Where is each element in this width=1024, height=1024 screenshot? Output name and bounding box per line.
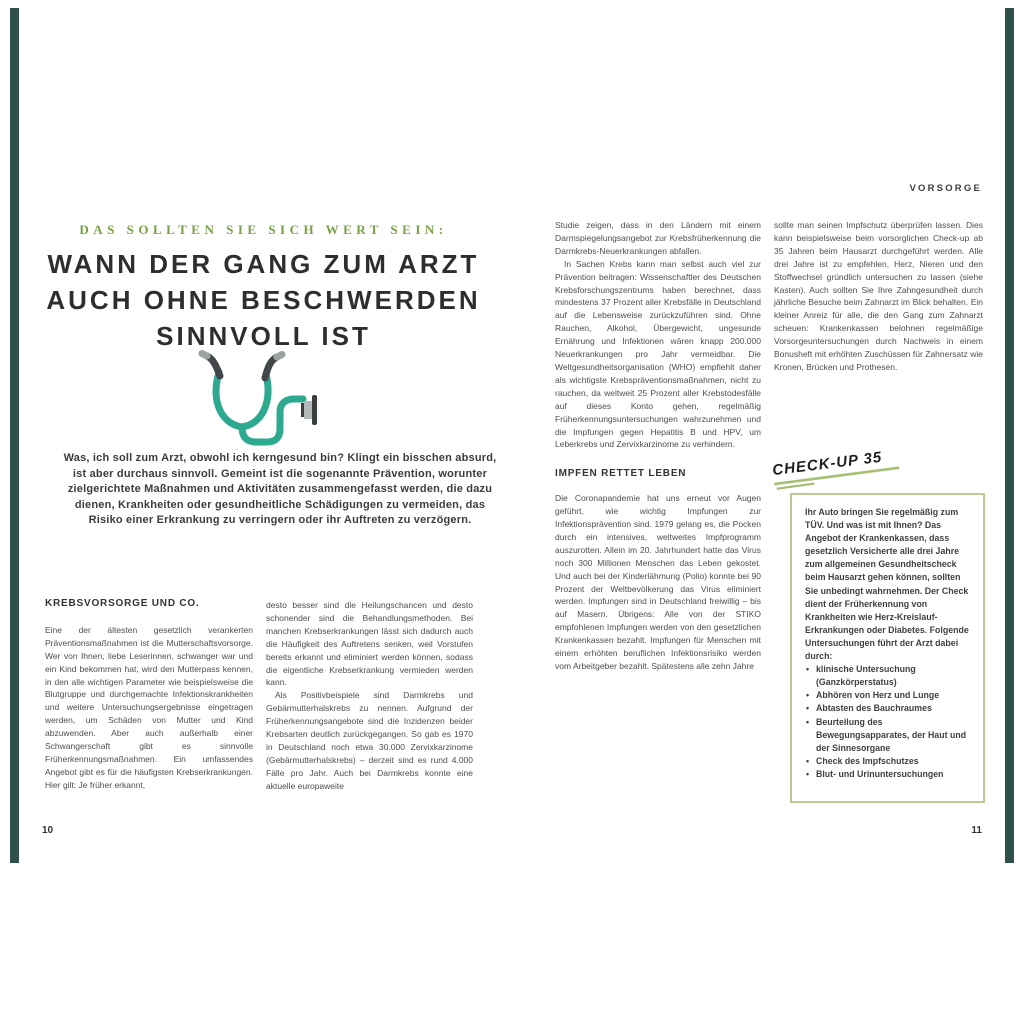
list-item: • Abtasten des Bauchraumes xyxy=(805,702,973,715)
kicker: DAS SOLLTEN SIE SICH WERT SEIN: xyxy=(79,222,448,237)
left-page-column-2 xyxy=(266,599,473,793)
article-title-line-1: WANN DER GANG ZUM ARZT xyxy=(47,249,480,279)
article-title xyxy=(30,246,497,354)
list-item: • Beurteilung des Bewegungsapparates, der Haut und der Sinnesorgane xyxy=(805,716,973,755)
list-item: • Blut- und Urinuntersuchungen xyxy=(805,768,973,781)
body-paragraph: Die Coronapandemie hat uns erneut vor Augen geführt, wie wichtig Impfungen zur Infektionsprävention sind. 1979 gelang es, die Pocken durch ein intensives, weltweites Impfprogramm auszurotten. Allein im 20. Jahrhundert hatte das Virus noch 300 Millionen Menschen das Leben gekostet. Und auch bei der Kinderlähmung (Polio) konnte bei 90 Prozent der Weltbevölkerung das Virus eliminiert werden. Impfungen sind in Deutschland freiwillig – bis auf Masern. Übrigens: Alle von der STIKO empfohlenen Impfungen werden von den gesetzlichen Krankenkassen bezahlt. Impfungen für Menschen mit einem erhöhten beruflichen Infektionsrisiko werden vom Arbeitgeber bezahlt. Spätestens alle zehn Jahre xyxy=(555,493,761,671)
left-page-column-1 xyxy=(45,598,253,792)
section-heading-krebsvorsorge: KREBSVORSORGE UND CO. xyxy=(45,598,200,609)
right-page-column-2 xyxy=(774,219,983,374)
body-paragraph: Eine der ältesten gesetzlich verankerten Präventionsmaßnahmen ist die Mutterschaftsvorsorge. Wer von Ihnen, liebe Leserinnen, schwanger war und ein Kind bekommen hat, wird den Mutterpass kennen, in den alle wichtigen Parameter wie beispielsweise die Blutgruppe und durchgemachte Infektionskrankheiten und weitere Untersuchungsergebnisse eingetragen werden, um Schäden von Mutter und Kind abzuwenden. Aber auch außerhalb einer Schwangerschaft gibt es sinnvolle Früherkennungsmaßnahmen. Ein umfassendes Angebot gibt es für die häufigsten Krebserkrankungen. Hier gilt: Je früher erkannt, xyxy=(45,624,253,790)
list-item: • klinische Untersuchung (Ganzkörperstatus) xyxy=(805,663,973,689)
article-title-line-3: SINNVOLL IST xyxy=(156,321,371,351)
page-number-left: 10 xyxy=(42,825,54,836)
book-cover-edge-right xyxy=(1005,8,1014,863)
list-item: • Abhören von Herz und Lunge xyxy=(805,689,973,702)
body-paragraph: Studie zeigen, dass in den Ländern mit einem Darmspiegelungsangebot zur Krebsfrüherkennung die Darmkrebs-Neuerkrankungen abfallen. xyxy=(555,220,761,256)
body-paragraph: In Sachen Krebs kann man selbst auch viel zur Prävention beitragen: Wissenschaftler des Deutschen Krebsforschungszentrums haben berechnet, dass mindestens 37 Prozent aller Krebsfälle in Deutschland auf die Lebensweise zurückzuführen sind. Ohne Rauchen, Alkohol, Übergewicht, ungesunde Ernährung und Infektionen wären knapp 200.000 Neuerkrankungen pro Jahr vermeidbar. Die Weltgesundheitsorganisation (WHO) empfiehlt daher als wichtigste Krebspräventionsmaßnahmen, nicht zu rauchen, da weltweit 25 Prozent aller Krebstodesfälle auf dieses Konto gehen, regelmäßig Früherkennungsuntersuchungen wahrzunehmen und die Impfungen gegen Hepatitis B und HPV, um Leberkrebs und Zervixkarzinome zu verhindern. xyxy=(555,258,761,450)
body-paragraph: sollte man seinen Impfschutz überprüfen lassen. Dies kann beispielsweise beim vorsorglichen Check-up ab 35 Jahren beim Hausarzt durchgeführt werden. Alle drei Jahre ist zu empfehlen, Herz, Nieren und den Stoffwechsel gründlich untersuchen zu lassen (siehe Kasten). Auch sollten Sie Ihre Zahngesundheit durch jährliche Besuche beim Zahnarzt im Blick behalten. Ein kleiner Anreiz für alle, die den Gang zum Zahnarzt scheuen: Krankenkassen belohnen regelmäßige Vorsorgeuntersuchungen durch Nachweis in einem Bonusheft mit erhöhten Zuschüssen für Zahnersatz wie Kronen, Brücken und Prothesen. xyxy=(774,220,983,372)
checkup-box-title xyxy=(771,444,923,491)
stethoscope-icon xyxy=(195,350,330,452)
book-cover-edge-left xyxy=(10,8,19,863)
section-heading-impfen: IMPFEN RETTET LEBEN xyxy=(555,468,687,480)
page-number-right: 11 xyxy=(971,825,982,836)
article-title-line-2: AUCH OHNE BESCHWERDEN xyxy=(46,285,481,315)
checkup-box-title-text: CHECK-UP 35 xyxy=(771,448,884,480)
checkup-box-intro: Ihr Auto bringen Sie regelmäßig zum TÜV. Und was ist mit Ihnen? Das Angebot der Krankenkassen, dass gesetzlich Versicherte alle drei Jahre zum allgemeinen Gesundheitscheck beim Hausarzt gehen können, sollten Sie unbedingt wahrnehmen. Der Check dient der Früherkennung von Krankheiten wie Herz-Kreislauf-Erkrankungen oder Diabetes. Folgende Untersuchungen führt der Arzt dabei durch: xyxy=(805,507,969,662)
right-page-column-1 xyxy=(555,219,761,673)
intro-paragraph: Was, ich soll zum Arzt, obwohl ich kerngesund bin? Klingt ein bisschen absurd, ist aber durchaus sinnvoll. Gemeint ist die sogenannte Prävention, worunter zielgerichtete Maßnahmen und Aktivitäten zusammengefasst werden, die dazu dienen, Krankheiten oder gesundheitliche Schädigungen zu vermeiden, das Risiko einer Erkrankung zu verringern oder ihr Auftreten zu verzögern. xyxy=(63,452,497,527)
body-paragraph: Als Positivbeispiele sind Darmkrebs und Gebärmutterhalskrebs zu nennen. Aufgrund der Früherkennungsangebote sind die Inzidenzen beider Krebsarten deutlich zurückgegangen. So gab es 1970 in Deutschland noch etwa 30.000 Zervixkarzinome (Gebärmutterhalskrebs) – derzeit sind es rund 4.000 Fälle pro Jahr. Auch bei Darmkrebs konnte eine aktuelle europaweite xyxy=(266,690,473,791)
checkup-info-box xyxy=(790,493,985,803)
list-item: • Check des Impfschutzes xyxy=(805,755,973,768)
body-paragraph: desto besser sind die Heilungschancen und desto schonender sind die Behandlungsmethoden. Bei manchen Krebserkrankungen lässt sich dadurch auch die Häufigkeit des Auftretens senken, weil Vorstufen bereits erkannt und eliminiert werden können, sodass die eigentliche Krebserkrankung vermieden werden kann. xyxy=(266,600,473,688)
checkup-bullet-list xyxy=(805,663,973,781)
running-head: VORSORGE xyxy=(909,183,982,194)
